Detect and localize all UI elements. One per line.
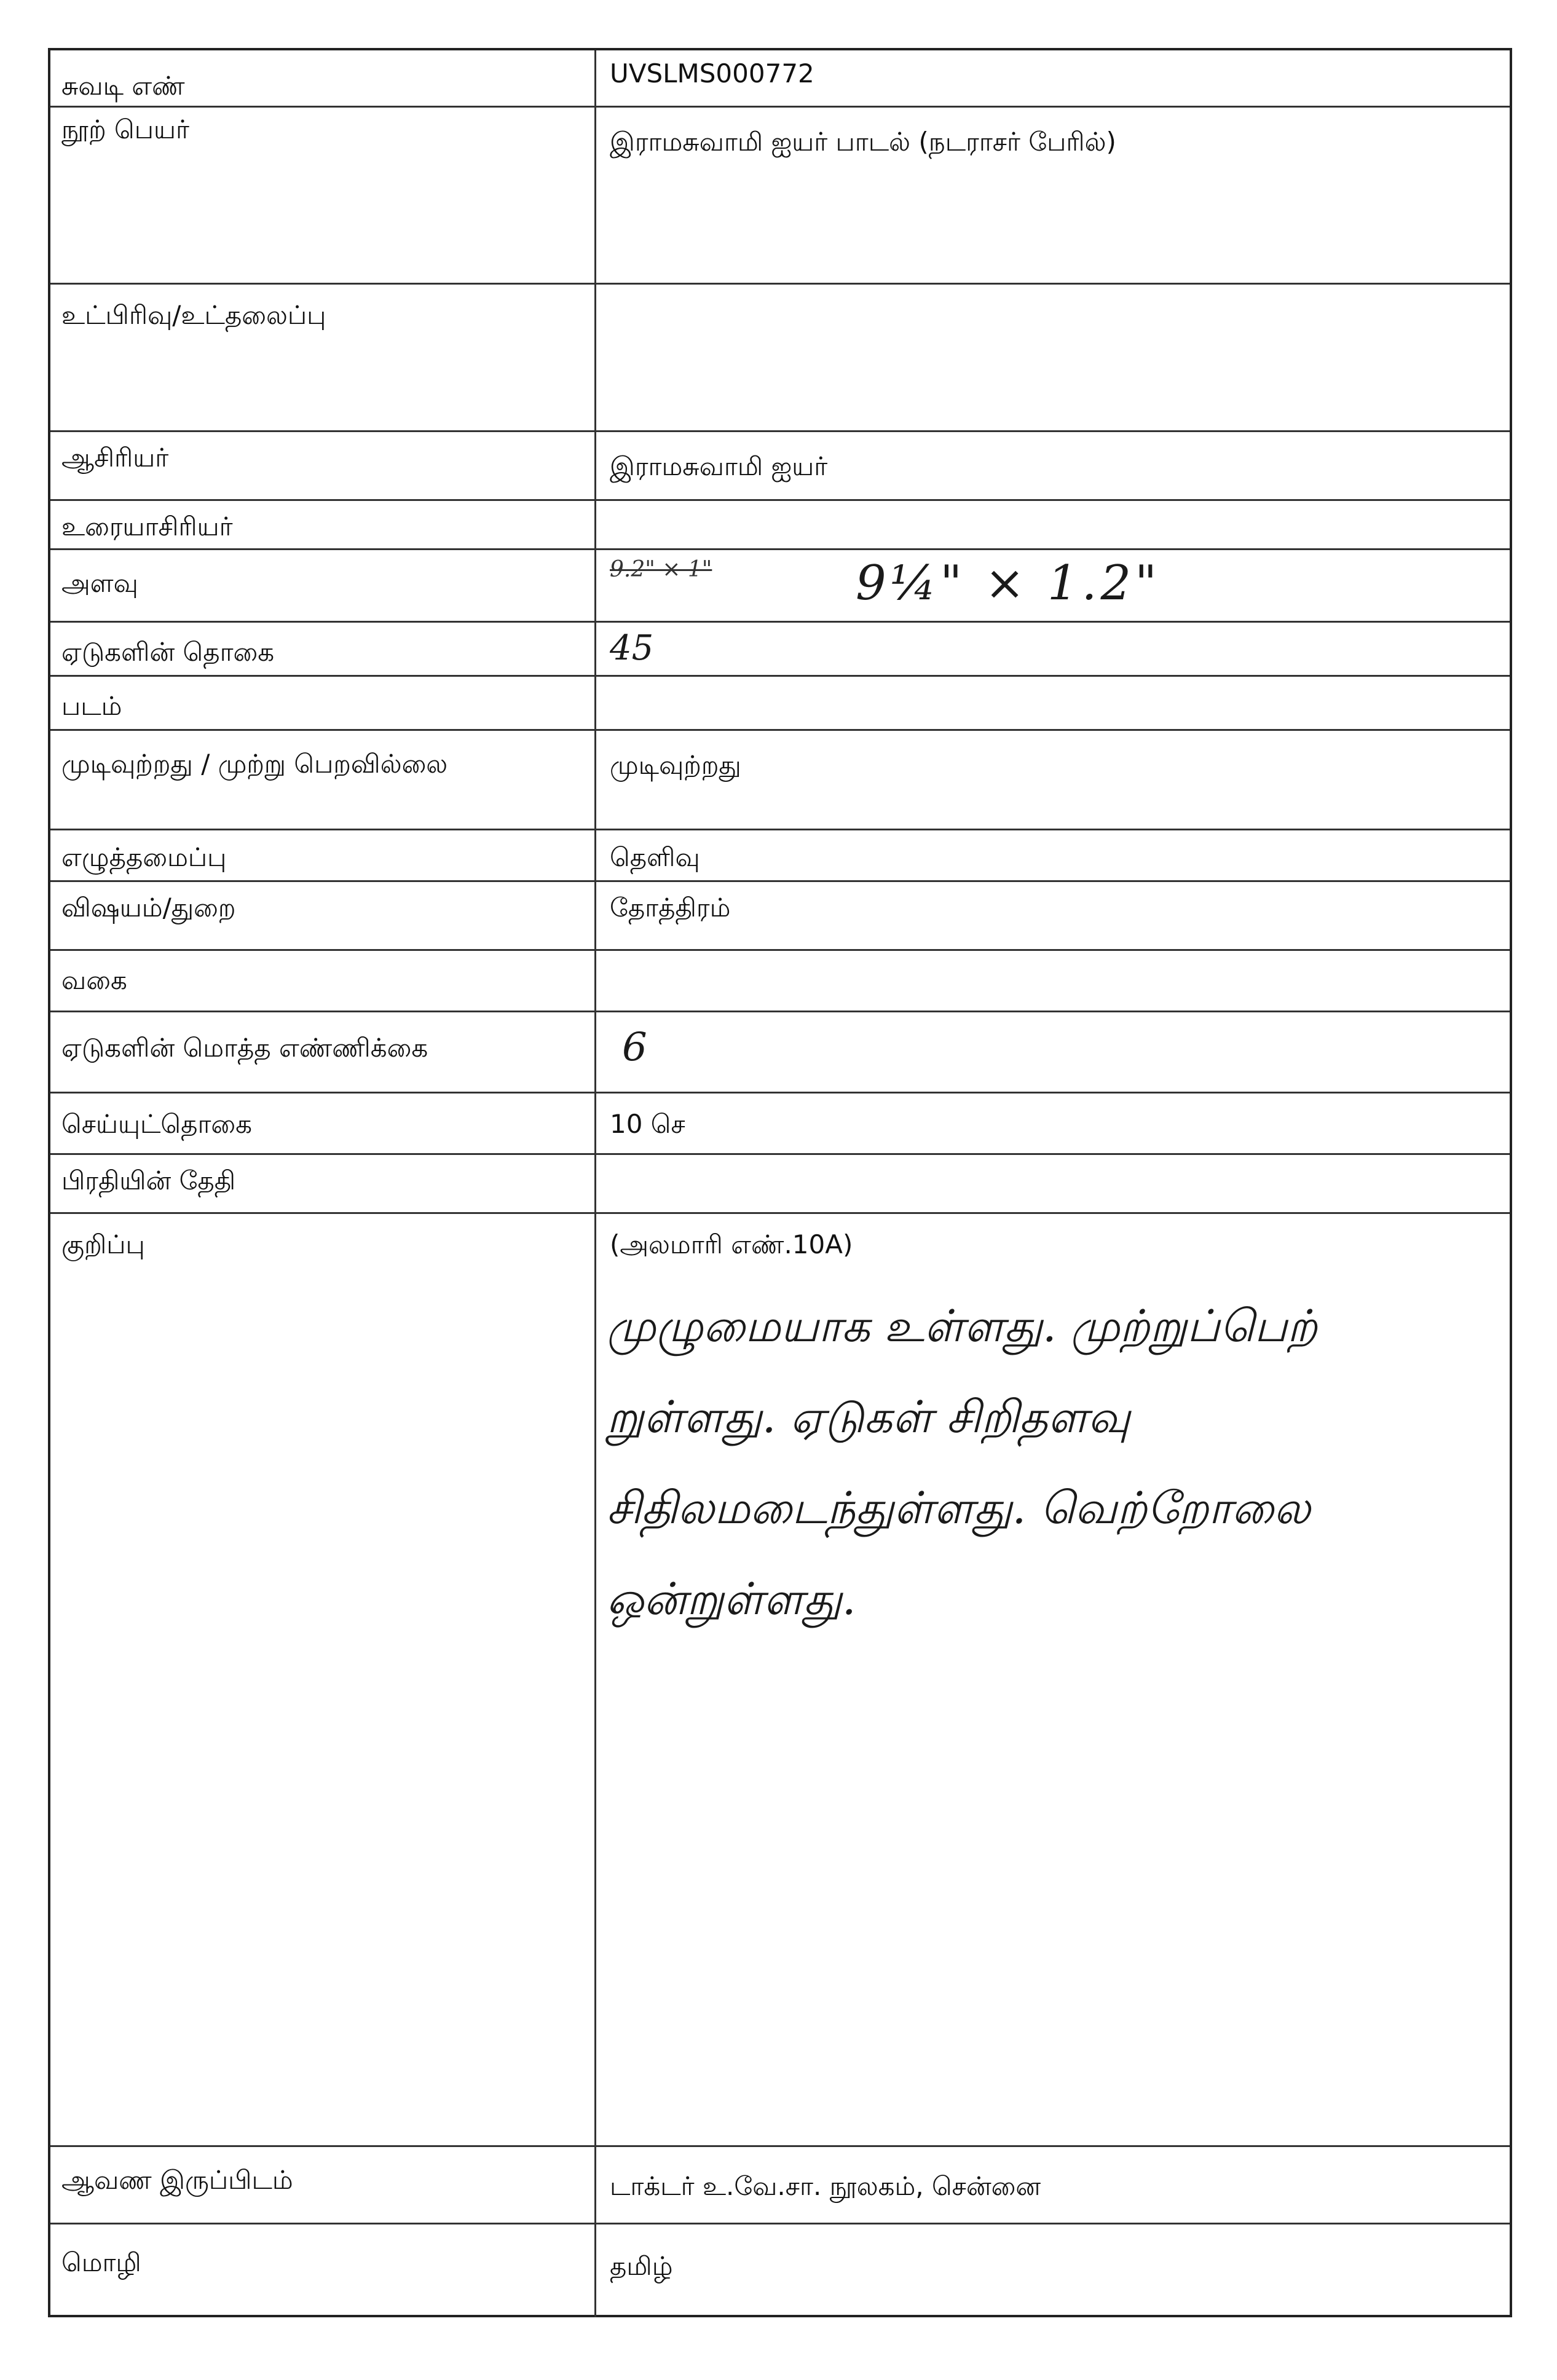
label-edugalin-thogai: ஏடுகளின் தொகை xyxy=(61,637,275,667)
label-prathi-thethi: பிரதியின் தேதி xyxy=(61,1165,236,1196)
row-kurippu xyxy=(50,1212,1510,2145)
note-line-3: சிதிலமடைந்துள்ளது. வெற்றோலை xyxy=(607,1482,1311,1534)
value-nool-peyar: இராமசுவாமி ஐயர் பாடல் (நடராசர் பேரில்) xyxy=(610,127,1116,157)
label-uraiyasiriyar: உரையாசிரியர் xyxy=(61,511,233,542)
label-suvadi-en: சுவடி எண் xyxy=(61,71,185,101)
catalog-card-table xyxy=(48,48,1512,2317)
row-utpirivu xyxy=(50,283,1510,430)
label-avana-iruppidam: ஆவண இருப்பிடம் xyxy=(61,2165,293,2195)
value-edugalin-thogai: 45 xyxy=(610,628,654,668)
label-vagai: வகை xyxy=(61,965,127,995)
label-vishayam: விஷயம்/துறை xyxy=(61,892,236,923)
label-padam: படம் xyxy=(61,691,122,721)
value-motha-ennikkai: 6 xyxy=(622,1025,647,1070)
row-prathi-thethi xyxy=(50,1153,1510,1212)
label-asiriyar: ஆசிரியர் xyxy=(61,443,169,473)
row-nool-peyar xyxy=(50,106,1510,283)
label-motha-ennikkai: ஏடுகளின் மொத்த எண்ணிக்கை xyxy=(61,1033,428,1063)
row-ezhuthamaippu xyxy=(50,829,1510,880)
row-mudivutrathu xyxy=(50,729,1510,829)
label-mozhi: மொழி xyxy=(61,2247,141,2277)
label-seyyut-thogai: செய்யுட்தொகை xyxy=(61,1109,252,1139)
label-mudivutrathu: முடிவுற்றது / முற்று பெறவில்லை xyxy=(61,749,448,779)
value-seyyut-thogai: 10 செ xyxy=(610,1109,685,1139)
row-alavu xyxy=(50,548,1510,621)
row-padam xyxy=(50,675,1510,729)
row-uraiyasiriyar xyxy=(50,499,1510,548)
row-asiriyar xyxy=(50,430,1510,499)
row-vishayam xyxy=(50,880,1510,949)
label-ezhuthamaippu: எழுத்தமைப்பு xyxy=(61,842,227,872)
row-suvadi-en xyxy=(50,50,1510,106)
value-asiriyar: இராமசுவாமி ஐயர் xyxy=(610,451,828,481)
row-vagai xyxy=(50,949,1510,1011)
label-alavu: அளவு xyxy=(61,568,138,598)
value-alavu-struck: 9.2" × 1" xyxy=(610,557,712,582)
value-avana-iruppidam: டாக்டர் உ.வே.சா. நூலகம், சென்னை xyxy=(610,2171,1041,2201)
note-line-2: றுள்ளது. ஏடுகள் சிறிதளவு xyxy=(607,1391,1130,1443)
row-avana-iruppidam xyxy=(50,2145,1510,2223)
value-alavu-handwritten: 9¼" × 1.2" xyxy=(856,556,1161,611)
note-line-4: ஒன்றுள்ளது. xyxy=(607,1573,856,1625)
value-suvadi-en: UVSLMS000772 xyxy=(610,58,814,89)
handwritten-note xyxy=(607,1280,1504,1644)
row-edugalin-thogai xyxy=(50,621,1510,675)
value-ezhuthamaippu: தெளிவு xyxy=(610,842,700,872)
value-mudivutrathu: முடிவுற்றது xyxy=(610,750,741,780)
value-kurippu: (அலமாரி எண்.10A) xyxy=(610,1229,853,1259)
row-seyyut-thogai xyxy=(50,1092,1510,1153)
value-mozhi: தமிழ் xyxy=(610,2251,673,2281)
row-mozhi xyxy=(50,2223,1510,2317)
label-kurippu: குறிப்பு xyxy=(61,1229,145,1259)
label-utpirivu: உட்பிரிவு/உட்தலைப்பு xyxy=(61,300,326,330)
note-line-1: முழுமையாக உள்ளது. முற்றுப்பெற் xyxy=(607,1300,1318,1352)
value-vishayam: தோத்திரம் xyxy=(610,892,731,923)
row-motha-ennikkai xyxy=(50,1011,1510,1092)
label-nool-peyar: நூற் பெயர் xyxy=(61,114,189,144)
